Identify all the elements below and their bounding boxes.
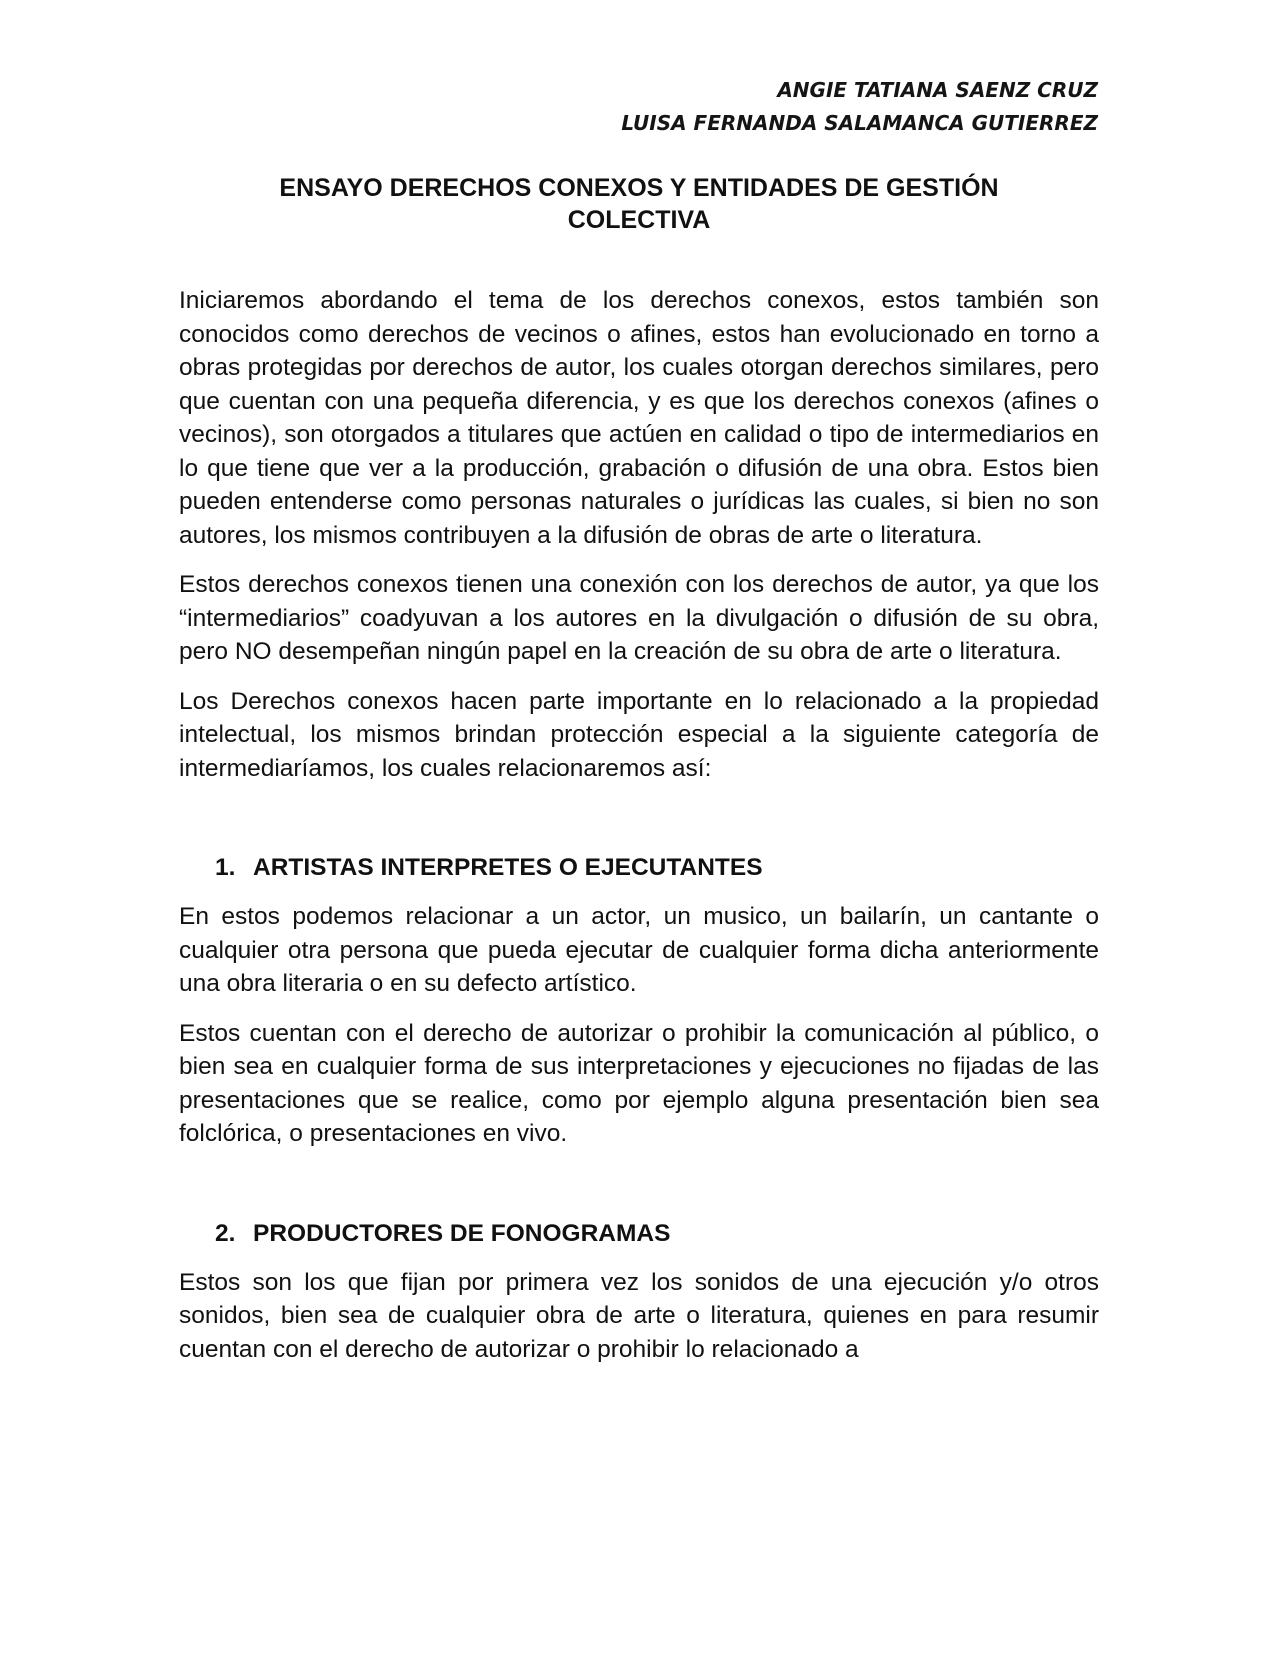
document-title: ENSAYO DERECHOS CONEXOS Y ENTIDADES DE GESTIÓN COLECTIVA	[279, 174, 999, 234]
section-heading	[179, 851, 1099, 884]
body-paragraph: En estos podemos relacionar a un actor, un musico, un bailarín, un cantante o cualquier otra persona que pueda ejecutar de cualquier forma dicha anteriormente una obra literaria o en su defecto artístico.	[179, 903, 1099, 997]
body-paragraph: Los Derechos conexos hacen parte importante en lo relacionado a la propiedad intelectual, los mismos brindan protección especial a la siguiente categoría de intermediaríamos, los cuales relacionaremos así:	[179, 687, 1099, 782]
author-block	[621, 74, 1098, 140]
section-number: 2.	[215, 1219, 236, 1247]
author-name: LUISA FERNANDA SALAMANCA GUTIERREZ	[621, 111, 1098, 135]
section-heading	[179, 1217, 1099, 1250]
section-heading-text: ARTISTAS INTERPRETES O EJECUTANTES	[253, 854, 763, 881]
body-paragraph: Estos cuentan con el derecho de autorizar o prohibir la comunicación al público, o bien sea en cualquier forma de sus interpretaciones y ejecuciones no fijadas de las presentaciones que se realice, como por ejemplo alguna presentación bien sea folclórica, o presentaciones en vivo.	[179, 1019, 1099, 1147]
section-number: 1.	[215, 854, 236, 881]
author-name: ANGIE TATIANA SAENZ CRUZ	[777, 78, 1098, 102]
document-body	[179, 172, 1099, 1366]
body-paragraph: Iniciaremos abordando el tema de los derechos conexos, estos también son conocidos como derechos de vecinos o afines, estos han evolucionado en torno a obras protegidas por derechos de autor, los cuales otorgan derechos similares, pero que cuentan con una pequeña diferencia, y es que los derechos conexos (afines o vecinos), son otorgados a titulares que actúen en calidad o tipo de intermediarios en lo que tiene que ver a la producción, grabación o difusión de una obra. Estos bien pueden entenderse como personas naturales o jurídicas las cuales, si bien no son autores, los mismos contribuyen a la difusión de obras de arte o literatura.	[179, 287, 1099, 549]
body-paragraph: Estos son los que fijan por primera vez los sonidos de una ejecución y/o otros sonidos, bien sea de cualquier obra de arte o literatura, quienes en para resumir cuentan con el derecho de autorizar o prohibir lo relacionado a	[179, 1268, 1099, 1363]
body-paragraph: Estos derechos conexos tienen una conexión con los derechos de autor, ya que los “intermediarios” coadyuvan a los autores en la divulgación o difusión de su obra, pero NO desempeñan ningún papel en la creación de su obra de arte o literatura.	[179, 571, 1099, 665]
section-heading-text: PRODUCTORES DE FONOGRAMAS	[253, 1219, 671, 1247]
